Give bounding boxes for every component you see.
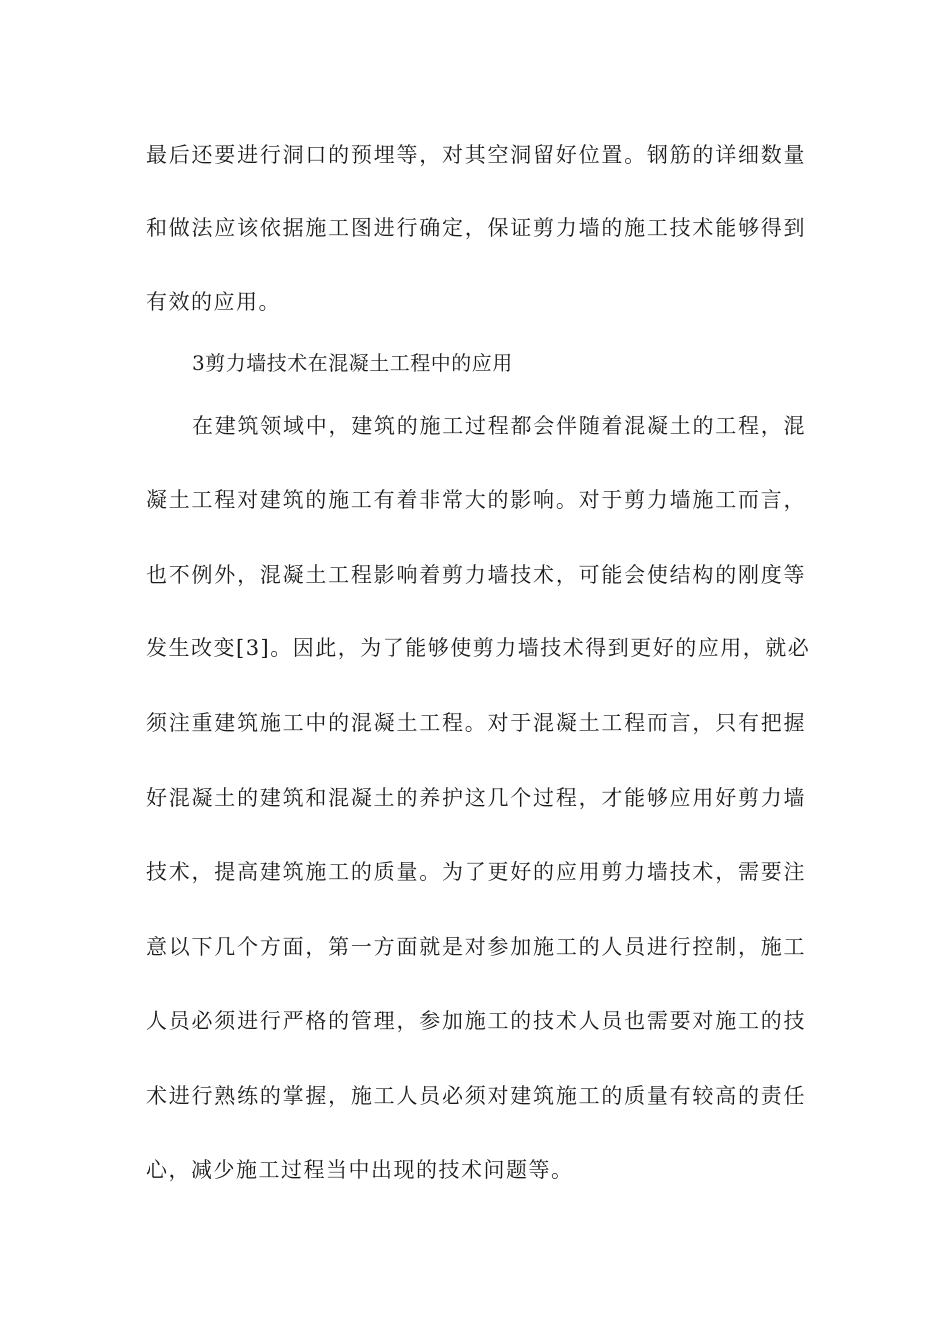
paragraph-line: 好混凝土的建筑和混凝土的养护这几个过程，才能够应用好剪力墙 bbox=[146, 786, 806, 810]
paragraph-line: 术进行熟练的掌握，施工人员必须对建筑施工的质量有较高的责任 bbox=[146, 1084, 806, 1108]
paragraph-line: 和做法应该依据施工图进行确定，保证剪力墙的施工技术能够得到 bbox=[146, 216, 806, 240]
paragraph-line: 凝土工程对建筑的施工有着非常大的影响。对于剪力墙施工而言， bbox=[146, 488, 806, 512]
paragraph-line: 也不例外，混凝土工程影响着剪力墙技术，可能会使结构的刚度等 bbox=[146, 563, 806, 587]
paragraph-line: 意以下几个方面，第一方面就是对参加施工的人员进行控制，施工 bbox=[146, 935, 806, 959]
paragraph-line: 技术，提高建筑施工的质量。为了更好的应用剪力墙技术，需要注 bbox=[146, 860, 806, 884]
paragraph-line: 心，减少施工过程当中出现的技术问题等。 bbox=[146, 1158, 574, 1182]
paragraph-line: 有效的应用。 bbox=[146, 290, 281, 314]
section-heading: 3剪力墙技术在混凝土工程中的应用 bbox=[192, 351, 513, 375]
paragraph-line: 发生改变[3]。因此，为了能够使剪力墙技术得到更好的应用，就必 bbox=[146, 636, 811, 660]
paragraph-line: 最后还要进行洞口的预埋等，对其空洞留好位置。钢筋的详细数量 bbox=[146, 143, 806, 167]
paragraph-line: 人员必须进行严格的管理，参加施工的技术人员也需要对施工的技 bbox=[146, 1009, 806, 1033]
paragraph-line: 须注重建筑施工中的混凝土工程。对于混凝土工程而言，只有把握 bbox=[146, 711, 806, 735]
paragraph-line: 在建筑领域中，建筑的施工过程都会伴随着混凝土的工程，混 bbox=[192, 414, 806, 438]
